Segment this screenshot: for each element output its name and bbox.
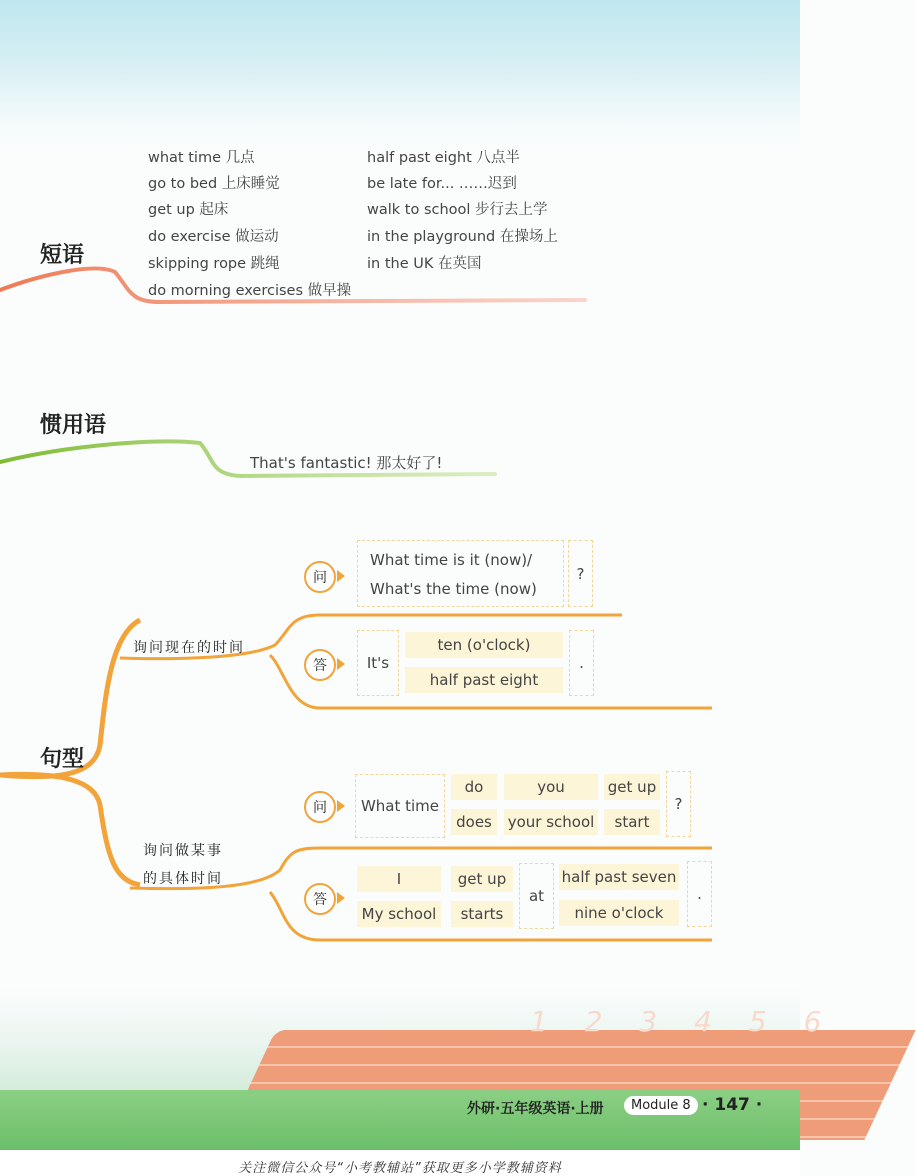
footer-text: 关注微信公众号“小考教辅站”获取更多小学教辅资料	[238, 1161, 562, 1176]
question-mark-circle: 问	[304, 791, 336, 823]
question-start-box: What time	[355, 774, 445, 838]
module-badge: Module 8	[624, 1096, 698, 1115]
idiom-text: That's fantastic! 那太好了!	[250, 454, 443, 472]
phrase-item: get up 起床	[148, 202, 229, 218]
answer-option: ten (o'clock)	[405, 632, 563, 658]
question-end-box: ?	[568, 540, 593, 607]
arrow-icon	[337, 570, 345, 582]
phrase-item: half past eight 八点半	[367, 150, 520, 166]
answer-mark-circle: 答	[304, 649, 336, 681]
answer-end-box: .	[569, 630, 594, 696]
phrase-item: in the UK 在英国	[367, 256, 482, 272]
book-title: 外研·五年级英语·上册	[467, 1101, 604, 1117]
question-option: do	[451, 774, 497, 800]
answer-option: nine o'clock	[559, 900, 679, 926]
question-option: does	[451, 809, 497, 835]
arrow-icon	[337, 658, 345, 670]
branch2-label-line: 的具体时间	[143, 871, 223, 887]
question-option: start	[604, 809, 660, 835]
answer-start-box: It's	[357, 630, 399, 696]
question-line: What time is it (now)/	[370, 551, 533, 569]
question-option: you	[504, 774, 598, 800]
answer-mid-box: at	[519, 863, 554, 929]
phrase-item: do exercise 做运动	[148, 229, 279, 245]
branch2-label-line: 询问做某事	[143, 843, 223, 859]
question-option: your school	[504, 809, 598, 835]
phrase-item: go to bed 上床睡觉	[148, 176, 280, 192]
phrase-item: be late for... ……迟到	[367, 176, 517, 192]
phrase-item: walk to school 步行去上学	[367, 202, 548, 218]
idioms-title: 惯用语	[40, 413, 107, 438]
phrase-item: in the playground 在操场上	[367, 229, 558, 245]
answer-mark-circle: 答	[304, 883, 336, 915]
branch1-label: 询问现在的时间	[133, 640, 245, 656]
answer-option: half past eight	[405, 667, 563, 693]
question-line: What's the time (now)	[370, 580, 537, 598]
phrase-item: what time 几点	[148, 150, 255, 166]
patterns-title: 句型	[40, 747, 85, 772]
question-option: get up	[604, 774, 660, 800]
answer-option: I	[357, 866, 441, 892]
phrase-item: skipping rope 跳绳	[148, 256, 280, 272]
arrow-icon	[337, 892, 345, 904]
page-number: · 147 ·	[702, 1095, 763, 1115]
answer-end-box: .	[687, 861, 712, 927]
answer-option: starts	[451, 901, 513, 927]
lane-numbers: 1 2 3 4 5 6	[530, 1005, 836, 1038]
answer-option: half past seven	[559, 864, 679, 890]
patterns-trunk-lower	[0, 774, 140, 885]
phrases-title: 短语	[40, 243, 85, 268]
arrow-icon	[337, 800, 345, 812]
question-end-box: ?	[666, 771, 691, 837]
phrase-item: do morning exercises 做早操	[148, 283, 352, 299]
question-mark-circle: 问	[304, 561, 336, 593]
answer-option: My school	[357, 901, 441, 927]
answer-option: get up	[451, 866, 513, 892]
